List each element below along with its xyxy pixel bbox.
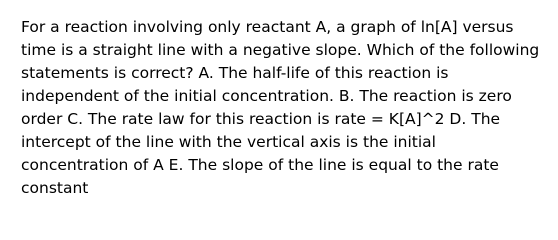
question-text: For a reaction involving only reactant A, a graph of ln[A] versus time is a straight line with a negative slope. Which of the following statements is correct? A. The half-life of this reaction is independent of the initial concentration. B. The reaction is zero order C. The rate law for this reaction is rate = K[A]^2 D. The intercept of the line with the vertical axis is the initial concentration of A E. The slope of the line is equal to the rate constant [21, 18, 540, 197]
